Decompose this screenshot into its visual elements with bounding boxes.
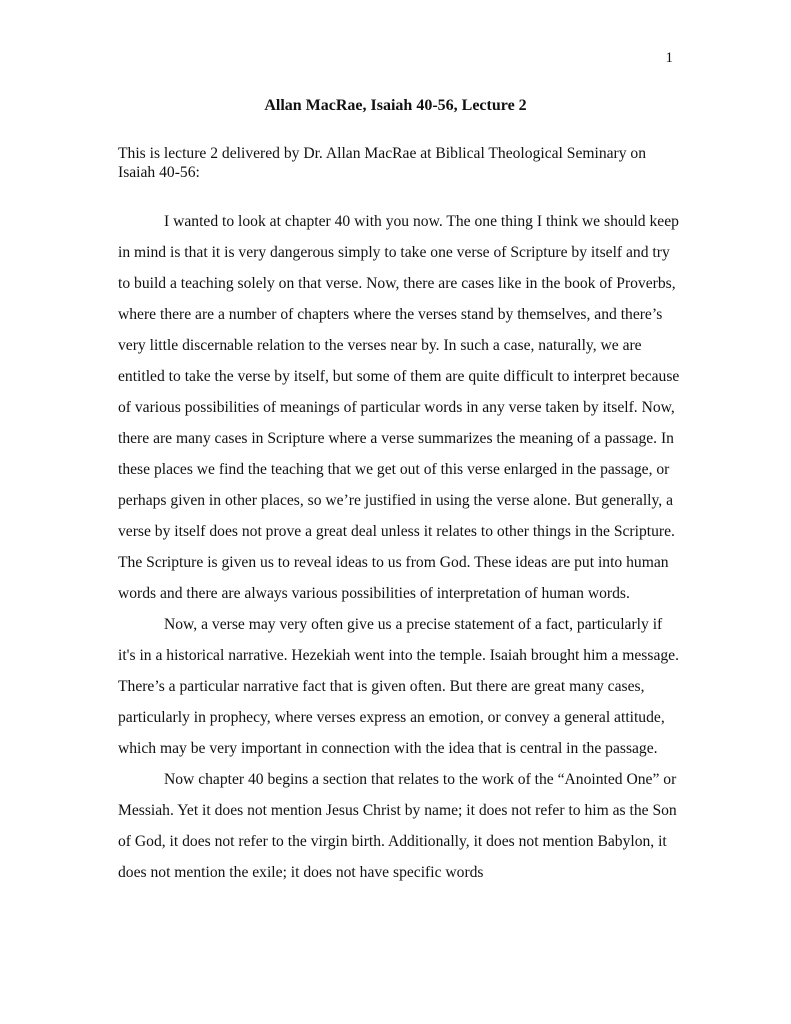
paragraph: I wanted to look at chapter 40 with you now. The one thing I think we should keep in mind is that it is very dangerous simply to take one verse of Scripture by itself and try to build a teaching solely on that verse. Now, there are cases like in the book of Proverbs, where there are a number of chapters where the verses stand by themselves, and there’s very little discernable relation to the verses near by. In such a case, naturally, we are entitled to take the verse by itself, but some of them are quite difficult to interpret because of various possibilities of meanings of particular words in any verse taken by itself. Now, there are many cases in Scripture where a verse summarizes the meaning of a passage. In these places we find the teaching that we get out of this verse enlarged in the passage, or perhaps given in other places, so we’re justified in using the verse alone. But generally, a verse by itself does not prove a great deal unless it relates to other things in the Scripture. The Scripture is given us to reveal ideas to us from God. These ideas are put into human words and there are always various possibilities of interpretation of human words. xyxy=(118,213,680,602)
intro-paragraph: This is lecture 2 delivered by Dr. Allan MacRae at Biblical Theological Seminary on Isaiah 40-56: xyxy=(118,145,647,181)
paragraph: Now chapter 40 begins a section that relates to the work of the “Anointed One” or Messiah. Yet it does not mention Jesus Christ by name; it does not refer to him as the Son of God, it does not refer to the virgin birth. Additionally, it does not mention Babylon, it does not mention the exile; it does not have specific words xyxy=(118,771,677,881)
page-number: 1 xyxy=(665,50,673,66)
paragraph: Now, a verse may very often give us a precise statement of a fact, particularly if it's in a historical narrative. Hezekiah went into the temple. Isaiah brought him a message. There’s a particular narrative fact that is given often. But there are great many cases, particularly in prophecy, where verses express an emotion, or convey a general attitude, which may be very important in connection with the idea that is central in the passage. xyxy=(118,616,679,757)
document-title: Allan MacRae, Isaiah 40-56, Lecture 2 xyxy=(264,97,527,114)
body-text xyxy=(118,206,681,888)
